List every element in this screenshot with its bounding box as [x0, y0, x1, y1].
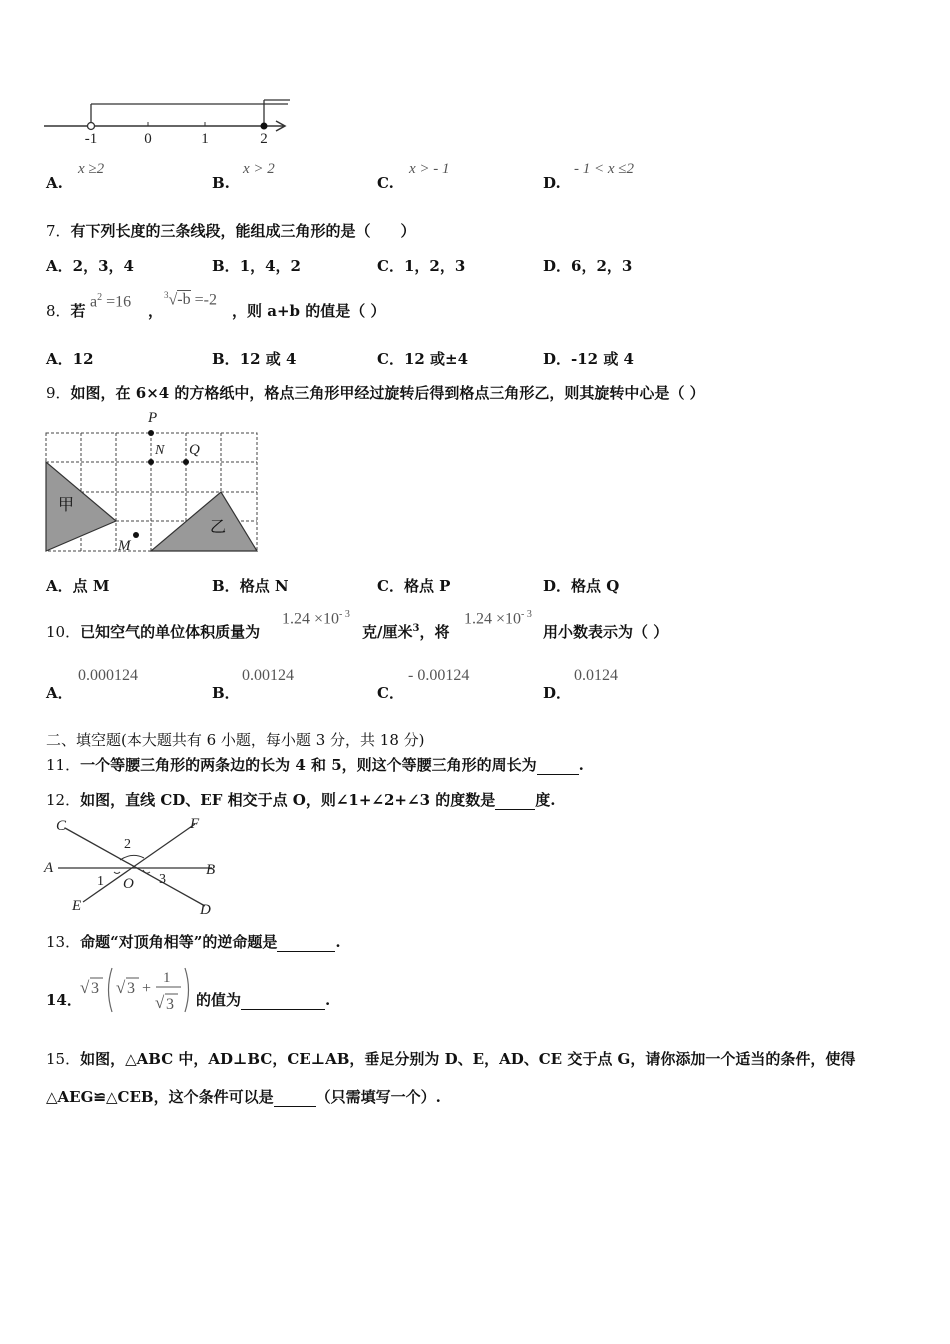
label-jia: 甲 — [58, 497, 75, 514]
label-a: A — [44, 860, 54, 876]
label-angle-3: 3 — [159, 872, 166, 887]
label-yi: 乙 — [210, 519, 227, 536]
label-o: O — [123, 876, 134, 892]
label-m: M — [118, 538, 131, 554]
question-7: 7．有下列长度的三条线段，能组成三角形的是（ ） — [46, 222, 416, 240]
svg-text:√: √ — [155, 993, 165, 1012]
angle-figure — [40, 812, 230, 920]
label-angle-2: 2 — [124, 837, 131, 852]
svg-text:√: √ — [80, 978, 90, 997]
q15-answer-blank[interactable] — [274, 1092, 316, 1107]
q6-option-a[interactable]: A. — [46, 174, 63, 192]
q10-option-d[interactable]: D． — [543, 684, 572, 702]
q10-option-a[interactable]: A． — [46, 684, 73, 702]
q14-root-1: 3 — [91, 980, 99, 997]
q6-option-c[interactable]: C. — [377, 174, 394, 192]
q8-option-a[interactable]: A．12 — [46, 350, 94, 368]
q14-plus: + — [142, 980, 152, 997]
q8-sep: ， — [148, 302, 164, 320]
q8-expr-1: $a^2 =16$ — [90, 292, 132, 311]
q7-option-d[interactable]: D．6，2，3 — [543, 257, 633, 275]
label-e: E — [72, 898, 82, 914]
q6-option-a-expr: x ≥2 — [78, 161, 105, 177]
label-q: Q — [189, 442, 200, 458]
label-p: P — [148, 410, 158, 426]
q10-option-b-value: 0.00124 — [242, 667, 294, 684]
q7-option-c[interactable]: C．1，2，3 — [377, 257, 466, 275]
q6-option-d[interactable]: D. — [543, 174, 561, 192]
q10-option-c-value: - 0.00124 — [408, 667, 470, 684]
number-line-figure — [44, 96, 294, 148]
q8-option-c[interactable]: C．12 或±4 — [377, 350, 469, 368]
q10-option-a-value: 0.000124 — [78, 667, 138, 684]
q6-option-b-expr: x > 2 — [243, 161, 275, 177]
q9-option-d[interactable]: D．格点 Q — [543, 577, 620, 595]
question-13: 13．命题“对顶角相等”的逆命题是 . — [46, 933, 341, 951]
question-12: 12．如图，直线 CD、EF 相交于点 O，则∠1+∠2+∠3 的度数是 度. — [46, 791, 556, 809]
label-angle-1: 1 — [97, 874, 104, 889]
q10-option-d-value: 0.0124 — [574, 667, 618, 684]
label-c: C — [56, 818, 67, 834]
q7-option-a[interactable]: A．2，3，4 — [46, 257, 134, 275]
q8-tail: ，则 a+b 的值是（ ） — [232, 302, 386, 320]
q9-option-a[interactable]: A．点 M — [46, 577, 110, 595]
tick-label: -1 — [84, 131, 98, 147]
label-d: D — [200, 902, 211, 918]
q8-expr-2: $^3$√-b =-2 — [164, 290, 217, 309]
section-title: 二、填空题(本大题共有 6 小题，每小题 3 分，共 18 分) — [46, 731, 425, 749]
question-9: 9．如图，在 6×4 的方格纸中，格点三角形甲经过旋转后得到格点三角形乙，则其旋转中心是（ ） — [46, 384, 705, 402]
q14-root-2: 3 — [127, 980, 135, 997]
q6-option-b[interactable]: B. — [212, 174, 230, 192]
label-b: B — [206, 862, 216, 878]
q6-option-d-expr: - 1 < x ≤2 — [574, 161, 635, 177]
tick-label: 1 — [201, 131, 209, 147]
grid-figure — [40, 404, 270, 556]
label-n: N — [155, 443, 165, 458]
q10-tail: 用小数表示为（ ） — [543, 623, 669, 641]
question-14: 的值为 . — [196, 991, 331, 1009]
question-11: 11．一个等腰三角形的两条边的长为 4 和 5，则这个等腰三角形的周长为 . — [46, 756, 584, 774]
question-15: 15．如图，△ABC 中，AD⊥BC，CE⊥AB，垂足分别为 D、E，AD、CE 交于点 G，请你添加一个适当的条件，使得 — [46, 1050, 856, 1068]
tick-label: 2 — [260, 131, 268, 147]
q10-sci-2: $1.24 \times 10^{- 3}$ — [464, 609, 532, 628]
q8-option-b[interactable]: B．12 或 4 — [212, 350, 297, 368]
svg-text:√: √ — [116, 978, 126, 997]
question-14-number: 14． — [46, 991, 82, 1009]
q10-option-b[interactable]: B． — [212, 684, 240, 702]
q8-option-d[interactable]: D．-12 或 4 — [543, 350, 634, 368]
question-10: 10．已知空气的单位体积质量为 — [46, 623, 261, 641]
tick-label: 0 — [144, 131, 152, 147]
question-15-line-2: △AEG≌△CEB，这个条件可以是 （只需填写一个）. — [46, 1088, 441, 1106]
q10-unit: 克/厘米$^3$，将 — [362, 623, 450, 641]
question-8: 8．若 — [46, 302, 86, 320]
q10-sci-1: $1.24 \times 10^{- 3}$ — [282, 609, 350, 628]
q10-option-c[interactable]: C． — [377, 684, 404, 702]
q13-answer-blank[interactable] — [277, 937, 335, 952]
q14-expression — [78, 962, 196, 1018]
label-f: F — [190, 816, 200, 832]
q12-answer-blank[interactable] — [495, 795, 535, 810]
q6-option-c-expr: x > - 1 — [409, 161, 450, 177]
q14-answer-blank[interactable] — [241, 995, 325, 1010]
q9-option-b[interactable]: B．格点 N — [212, 577, 289, 595]
q11-answer-blank[interactable] — [537, 760, 579, 775]
q9-option-c[interactable]: C．格点 P — [377, 577, 451, 595]
q7-option-b[interactable]: B．1，4，2 — [212, 257, 301, 275]
q14-numerator: 1 — [163, 970, 171, 986]
q14-denominator: 3 — [166, 996, 174, 1013]
